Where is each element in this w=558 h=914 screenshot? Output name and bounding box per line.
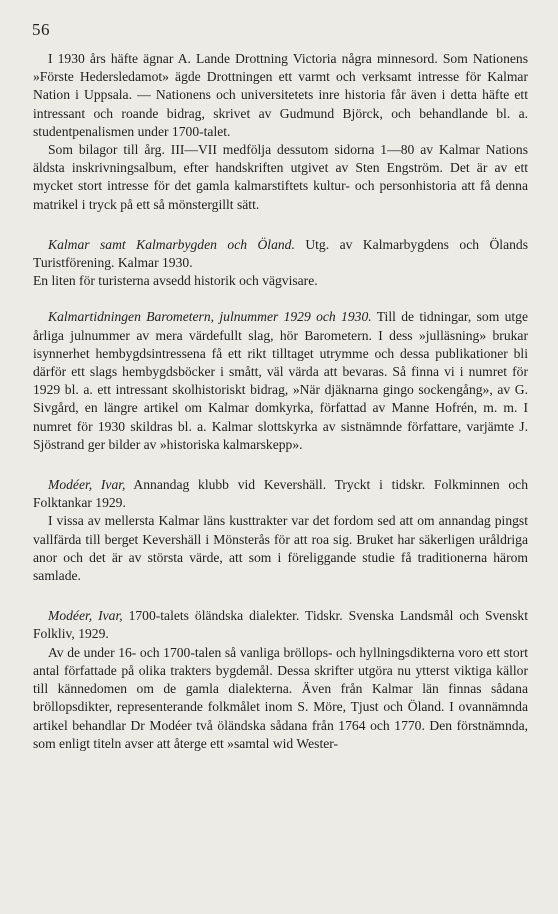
- entry-description: En liten för turisterna avsedd historik och vägvisare.: [33, 273, 318, 289]
- text-column: [33, 50, 528, 753]
- entry-details: 1700-talets öländska dialekter. Tidskr. Svenska Landsmål och Svenskt Folkliv, 1929.: [33, 608, 528, 642]
- spacer: [33, 454, 528, 476]
- entry-description: I vissa av mellersta Kalmar läns kusttrakter var det fordom sed att om annandag pingst vallfärda till berget Kevershäll i Mönsterås för att roa sig. Bruket har säkerligen uråldriga anor och det är av största värde, att som i föreliggande studie få traditionerna härom samlade.: [33, 513, 528, 584]
- intro-paragraph-1: I 1930 års häfte ägnar A. Lande Drottning Victoria några minnesord. Som Nationens »Förste Hedersledamot» ägde Drottningen ett varmt och verksamt intresse för Kalmar Nation i Uppsala. — Nationens och universitetets inre historia får även i detta häfte ett intressant och roande bidrag, skrivet av Gudmund Björck, och behandlande bl. a. studentpenalismen under 1700-talet.: [33, 51, 528, 139]
- spacer: [33, 290, 528, 308]
- entry-olandska-dialekter: [33, 607, 528, 643]
- entry-details: Till de tidningar, som utge årliga julnummer av mera värdefullt slag, hör Barometern. I dess »julläsning» brukar isynnerhet hembygdsintressena få ett rikt tilltaget utrymme och dessa publikationer bli därför ett slags hembygdsböcker i smått, väl värda att bevaras. Så finna vi i numret för 1929 bl. a. ett intressant skolhistoriskt bidrag, »När djäknarna gingo sockengång», av G. Sivgård, en längre artikel om Kalmar domkyrka, författad av Manne Hofrén, m. m. I numret för 1930 skildras bl. a. Kalmar slottskyrka av sistnämnde författare, varjämte J. Sjöstrand ger bilder av »historiska kalmarskepp».: [33, 309, 528, 452]
- entry-title: Kalmar samt Kalmarbygden och Öland.: [48, 236, 295, 252]
- entry-author: Modéer, Ivar,: [48, 477, 126, 493]
- spacer: [33, 214, 528, 236]
- entry-details: Utg. av Kalmarbygdens och Ölands Turistförening. Kalmar 1930.: [33, 236, 528, 271]
- entry-kalmar-guide: [33, 236, 528, 272]
- spacer: [33, 585, 528, 607]
- entry-description: Av de under 16- och 1700-talen så vanliga bröllops- och hyllningsdikterna voro ett stort antal författade på olika trakters bygdemål. Dessa skrifter utgöra nu ytterst viktiga källor till kännedomen om de gamla dialekterna. Även från Kalmar län finnas sådana bröllopsdikter, representerande folkmålet inom S. Möre, Tjust och Öland. I ovannämnda artikel behandlar Dr Modéer två öländska sådana från 1764 och 1770. Den förstnämnda, som enligt titeln avser att återge ett »samtal wid Wester-: [33, 644, 528, 751]
- page-number: 56: [32, 20, 50, 39]
- intro-paragraph-2: Som bilagor till årg. III—VII medfölja dessutom sidorna 1—80 av Kalmar Nations äldsta inskrivningsalbum, efter handskriften utgivet av Sten Engström. Det är av ett mycket stort intresse för det gamla kalmarstiftets kultur- och personhistoria att få denna matrikel i tryck på ett så mönstergillt sätt.: [33, 142, 528, 212]
- entry-details: Annandag klubb vid Kevershäll. Tryckt i tidskr. Folkminnen och Folktankar 1929.: [33, 477, 528, 511]
- entry-annandag-klubb: [33, 476, 528, 512]
- entry-barometern: [33, 308, 528, 454]
- entry-author: Modéer, Ivar,: [48, 608, 123, 624]
- entry-title: Kalmartidningen Barometern, julnummer 1929 och 1930.: [48, 309, 372, 325]
